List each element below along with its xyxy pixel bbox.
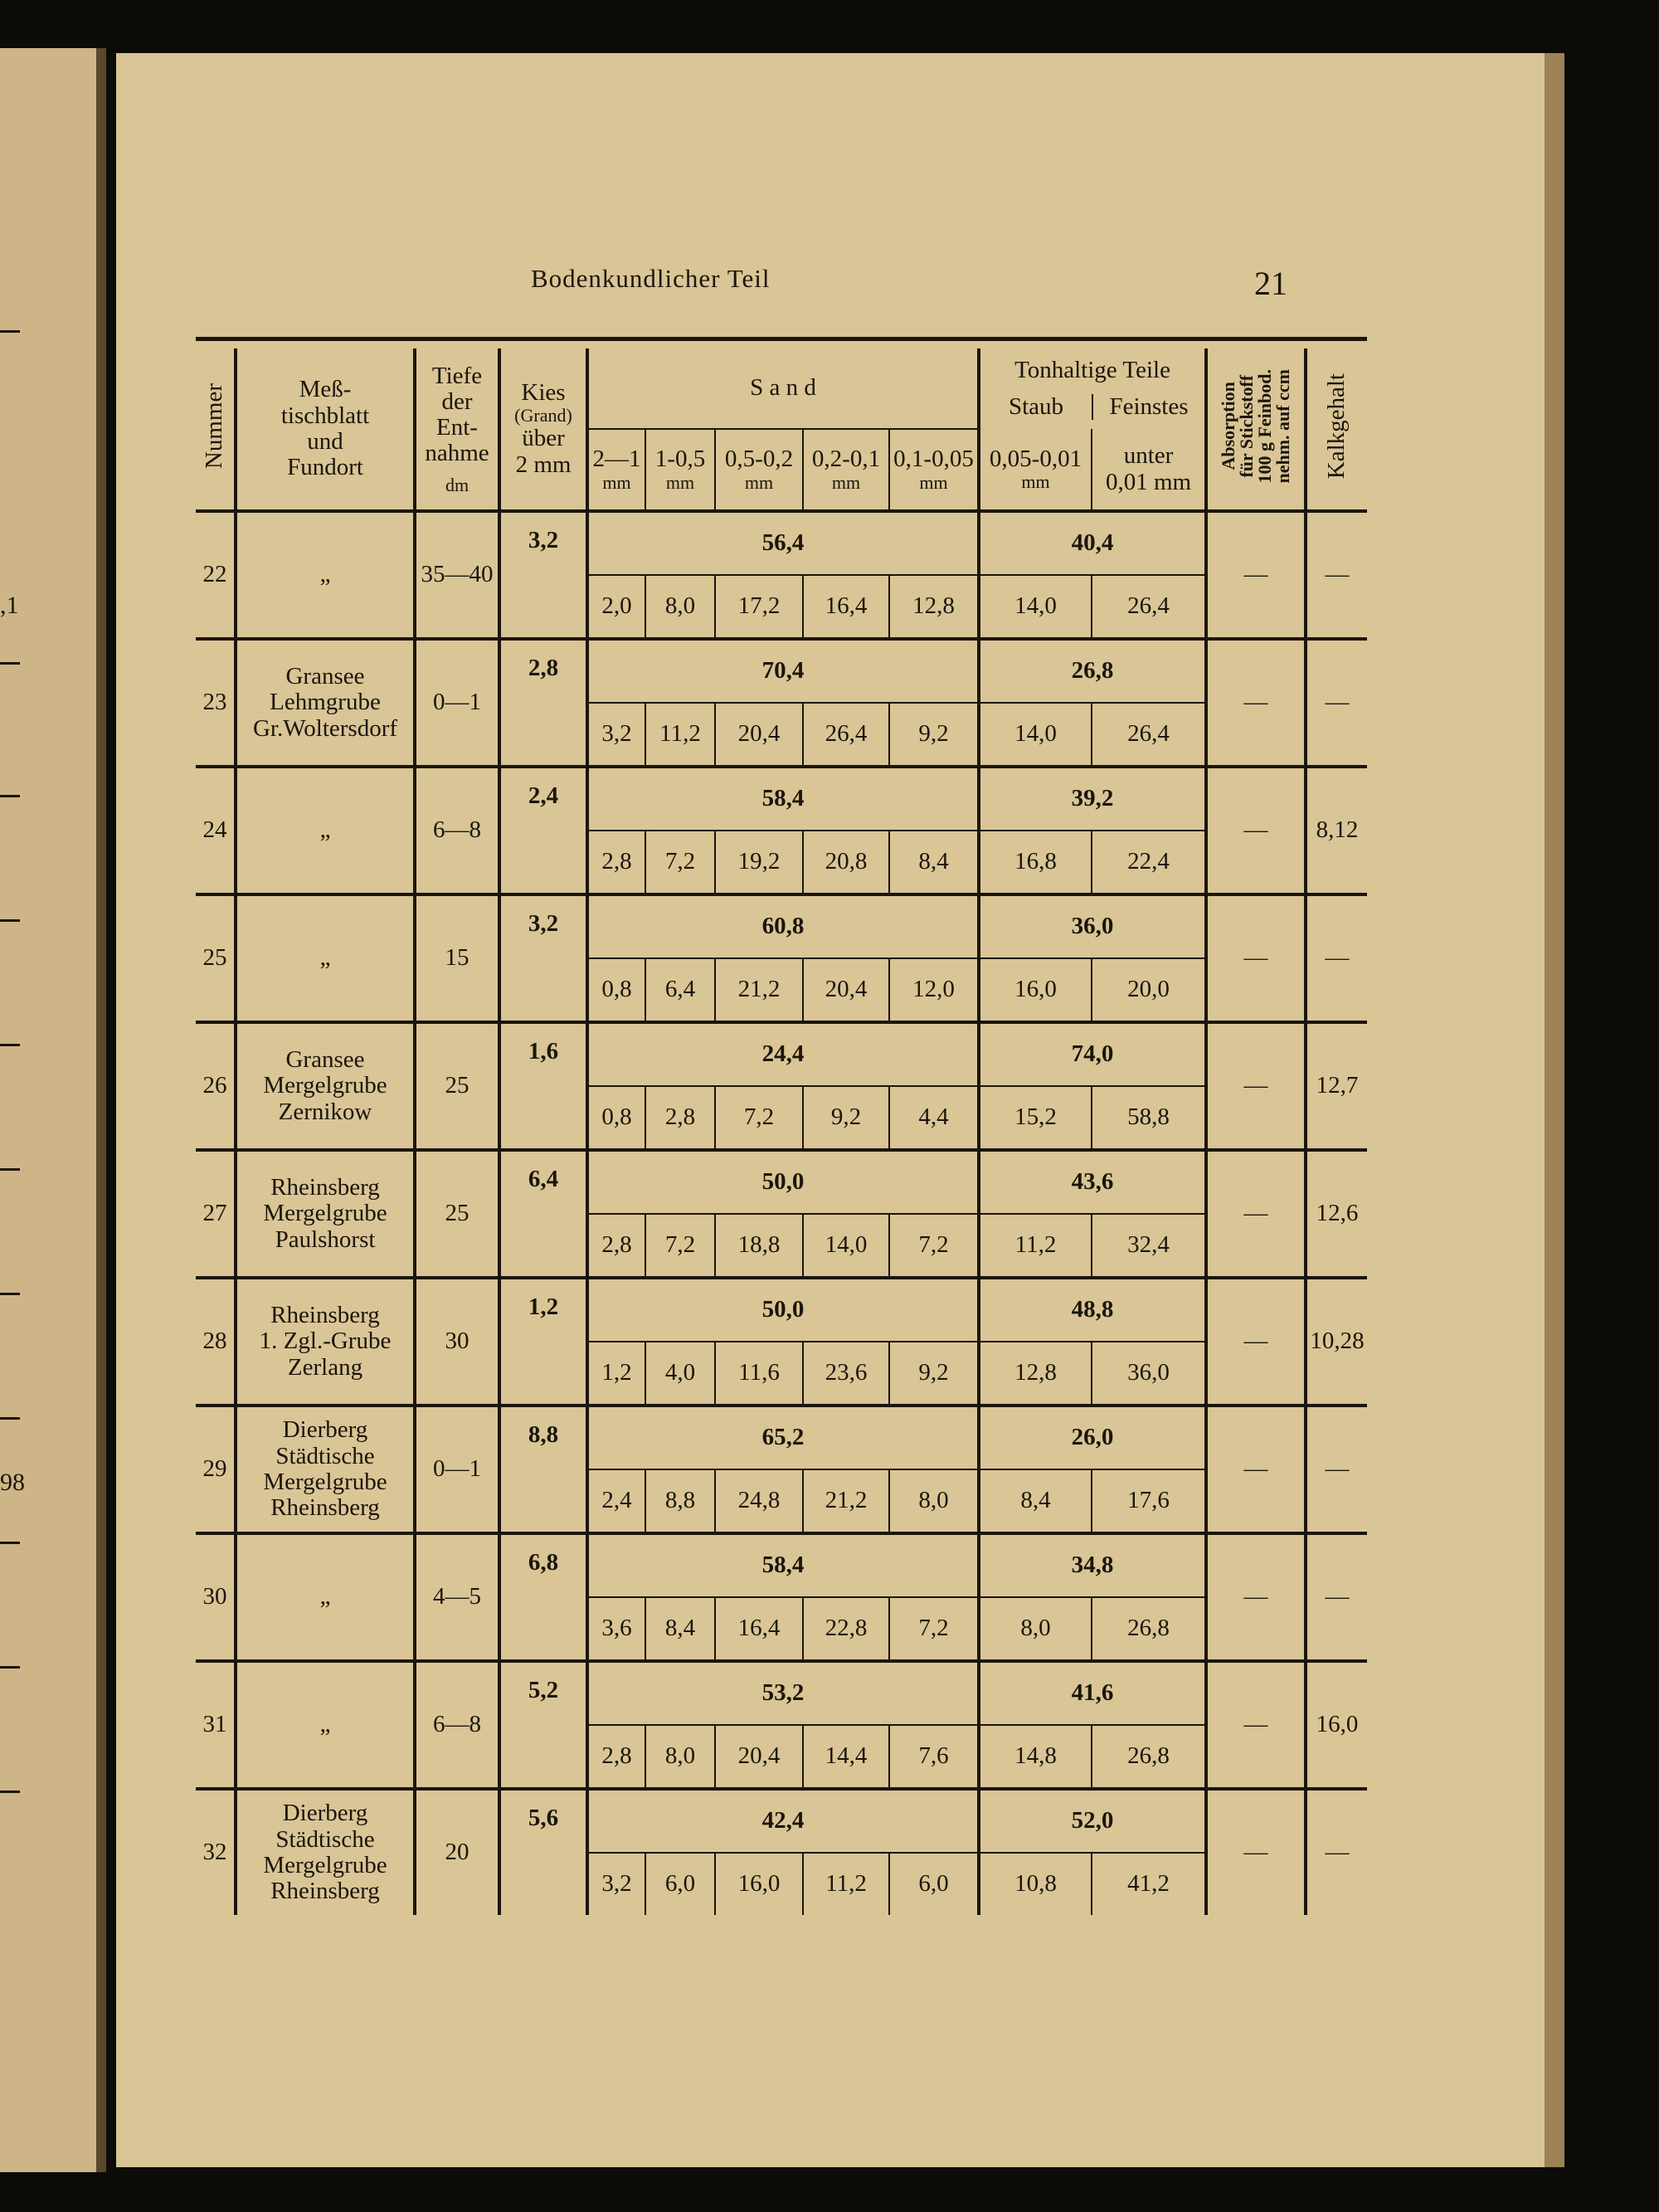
ton-total-value: 43,6	[979, 1150, 1206, 1214]
fundort-text: Gransee	[285, 663, 365, 690]
sand-total-value: 56,4	[587, 511, 979, 575]
col-ton-header	[979, 348, 1206, 429]
margin-mark	[0, 795, 20, 797]
facing-page-number: 98	[0, 1469, 25, 1496]
facing-page-margin	[0, 48, 106, 2172]
kies-line: über	[522, 425, 565, 452]
col-nummer-header	[196, 348, 236, 511]
kalk-value: —	[1306, 894, 1367, 1022]
sand-fraction-value: 12,8	[889, 575, 979, 639]
col-fundort-header	[236, 348, 415, 511]
tiefe-value: 25	[415, 1150, 499, 1278]
running-title: Bodenkundlicher Teil	[531, 264, 771, 293]
sand-fraction-value: 7,2	[715, 1086, 803, 1150]
fundort-text: Dierberg	[282, 1416, 368, 1444]
fundort-text: „	[319, 1583, 331, 1610]
table-row	[196, 894, 1367, 958]
sand-fraction-value: 16,4	[715, 1597, 803, 1661]
sand-total-value: 24,4	[587, 1022, 979, 1086]
ton-total-value: 34,8	[979, 1533, 1206, 1597]
sand-fraction-value: 6,0	[645, 1853, 715, 1915]
sand-label: S a n d	[750, 374, 816, 402]
margin-mark	[0, 1666, 20, 1669]
table-row	[196, 639, 1367, 703]
sand-fraction-value: 20,4	[803, 958, 889, 1022]
row-number: 32	[196, 1789, 236, 1915]
feinstes-value: 26,4	[1092, 703, 1206, 767]
kalk-label: Kalkgehalt	[1323, 373, 1350, 479]
table-row	[196, 1533, 1367, 1597]
ton-total-value: 40,4	[979, 511, 1206, 575]
sand-fraction-header: 1-0,5 mm	[645, 429, 715, 511]
sand-total-value: 42,4	[587, 1789, 979, 1853]
sand-fraction-value: 18,8	[715, 1214, 803, 1278]
sand-fraction-value: 14,4	[803, 1725, 889, 1789]
kies-line: 2 mm	[515, 451, 572, 478]
feinstes-range-header: unter 0,01 mm	[1092, 429, 1206, 511]
feinstes-value: 58,8	[1092, 1086, 1206, 1150]
sand-fraction-value: 8,4	[645, 1597, 715, 1661]
sand-fraction-value: 8,8	[645, 1469, 715, 1533]
kies-value: 6,4	[499, 1150, 587, 1278]
sand-fraction-value: 4,0	[645, 1342, 715, 1406]
ton-total-value: 52,0	[979, 1789, 1206, 1853]
absorption-value: —	[1206, 1533, 1306, 1661]
sand-fraction-value: 8,0	[889, 1469, 979, 1533]
table-row	[196, 1150, 1367, 1214]
tiefe-unit: dm	[445, 474, 469, 495]
absorption-value: —	[1206, 767, 1306, 894]
fundort-text: Lehmgrube	[270, 689, 381, 716]
staub-value: 8,4	[979, 1469, 1092, 1533]
tiefe-value: 35—40	[415, 511, 499, 639]
sand-fraction-value: 9,2	[803, 1086, 889, 1150]
margin-mark	[0, 1168, 20, 1171]
tiefe-value: 20	[415, 1789, 499, 1915]
sand-fraction-value: 3,6	[587, 1597, 645, 1661]
ton-total-value: 48,8	[979, 1278, 1206, 1342]
fundort-line: Fundort	[287, 454, 363, 481]
fundort-text: Städtische	[275, 1825, 375, 1853]
tiefe-value: 6—8	[415, 1661, 499, 1789]
table-row	[196, 1022, 1367, 1086]
sand-fraction-value: 20,4	[715, 703, 803, 767]
fundort-text: „	[319, 944, 331, 972]
kalk-value: 12,7	[1306, 1022, 1367, 1150]
sand-total-value: 53,2	[587, 1661, 979, 1725]
staub-value: 16,8	[979, 831, 1092, 894]
fundort-text: Mergelgrube	[263, 1072, 387, 1099]
sand-fraction-value: 2,8	[587, 1214, 645, 1278]
fundort-text: Rheinsberg	[270, 1302, 380, 1329]
col-sand-header	[587, 348, 979, 429]
sand-total-value: 60,8	[587, 894, 979, 958]
tiefe-value: 6—8	[415, 767, 499, 894]
margin-mark	[0, 1542, 20, 1544]
table-row	[196, 1406, 1367, 1469]
feinstes-value: 41,2	[1092, 1853, 1206, 1915]
fundort-cell	[236, 1150, 415, 1278]
margin-mark	[0, 662, 20, 665]
sand-total-value: 58,4	[587, 767, 979, 831]
table-row	[196, 767, 1367, 831]
kies-line: Kies	[521, 379, 566, 407]
kalk-value: 10,28	[1306, 1278, 1367, 1406]
col-kies-header	[499, 348, 587, 511]
page-number: 21	[1254, 265, 1287, 302]
row-number: 26	[196, 1022, 236, 1150]
fundort-text: Rheinsberg	[270, 1174, 380, 1201]
fundort-cell	[236, 1533, 415, 1661]
row-number: 24	[196, 767, 236, 894]
sand-fraction-value: 16,0	[715, 1853, 803, 1915]
row-number: 22	[196, 511, 236, 639]
absorption-label: Absorption für Stickstoff 100 g Feinbod. nehm. auf ccm	[1218, 368, 1294, 484]
kies-value: 3,2	[499, 894, 587, 1022]
ton-total-value: 26,0	[979, 1406, 1206, 1469]
ton-total-value: 36,0	[979, 894, 1206, 958]
margin-mark	[0, 919, 20, 922]
feinstes-value: 22,4	[1092, 831, 1206, 894]
tiefe-value: 0—1	[415, 1406, 499, 1533]
row-number: 28	[196, 1278, 236, 1406]
sand-fraction-value: 7,2	[889, 1214, 979, 1278]
sand-fraction-value: 11,2	[803, 1853, 889, 1915]
feinstes-value: 26,8	[1092, 1725, 1206, 1789]
fundort-cell	[236, 894, 415, 1022]
staub-value: 8,0	[979, 1597, 1092, 1661]
sand-fraction-value: 12,0	[889, 958, 979, 1022]
kalk-value: —	[1306, 1789, 1367, 1915]
tiefe-value: 4—5	[415, 1533, 499, 1661]
fundort-text: Gr.Woltersdorf	[252, 714, 398, 742]
table-body	[196, 511, 1367, 1915]
fundort-text: Zernikow	[278, 1098, 372, 1125]
top-rule	[196, 337, 1367, 341]
col-absorption-header	[1206, 348, 1306, 511]
table-row	[196, 1661, 1367, 1725]
sand-fraction-value: 26,4	[803, 703, 889, 767]
sand-fraction-value: 24,8	[715, 1469, 803, 1533]
table-header-row	[196, 348, 1367, 429]
staub-value: 16,0	[979, 958, 1092, 1022]
row-number: 31	[196, 1661, 236, 1789]
kies-value: 1,2	[499, 1278, 587, 1406]
fundort-text: 1. Zgl.-Grube	[259, 1328, 392, 1355]
absorption-value: —	[1206, 894, 1306, 1022]
sand-fraction-value: 21,2	[715, 958, 803, 1022]
margin-mark	[0, 1293, 20, 1295]
fundort-text: Mergelgrube	[263, 1469, 387, 1495]
feinstes-value: 32,4	[1092, 1214, 1206, 1278]
fundort-text: Mergelgrube	[263, 1200, 387, 1227]
staub-range-header: 0,05-0,01 mm	[979, 429, 1092, 511]
sand-fraction-value: 6,0	[889, 1853, 979, 1915]
fundort-cell	[236, 1278, 415, 1406]
kalk-value: 16,0	[1306, 1661, 1367, 1789]
fundort-cell	[236, 1661, 415, 1789]
sand-fraction-value: 17,2	[715, 575, 803, 639]
fundort-cell	[236, 511, 415, 639]
sand-fraction-value: 2,4	[587, 1469, 645, 1533]
fundort-cell	[236, 1022, 415, 1150]
sand-total-value: 50,0	[587, 1278, 979, 1342]
staub-value: 14,8	[979, 1725, 1092, 1789]
tiefe-line: Ent-	[436, 414, 478, 441]
fundort-text: Paulshorst	[275, 1225, 376, 1253]
sand-fraction-value: 16,4	[803, 575, 889, 639]
table-row	[196, 1278, 1367, 1342]
sand-fraction-value: 6,4	[645, 958, 715, 1022]
sand-fraction-value: 4,4	[889, 1086, 979, 1150]
ton-total-value: 74,0	[979, 1022, 1206, 1086]
kalk-value: 8,12	[1306, 767, 1367, 894]
tiefe-value: 15	[415, 894, 499, 1022]
row-number: 30	[196, 1533, 236, 1661]
fundort-text: „	[319, 561, 331, 588]
absorption-value: —	[1206, 1789, 1306, 1915]
fundort-text: Städtische	[275, 1442, 375, 1469]
fundort-text: Rheinsberg	[270, 1494, 380, 1522]
sand-fraction-value: 21,2	[803, 1469, 889, 1533]
staub-value: 14,0	[979, 575, 1092, 639]
kies-value: 3,2	[499, 511, 587, 639]
feinstes-value: 36,0	[1092, 1342, 1206, 1406]
kies-value: 2,8	[499, 639, 587, 767]
fundort-text: Zerlang	[287, 1353, 363, 1381]
sand-fraction-value: 2,8	[587, 1725, 645, 1789]
sand-fraction-value: 7,6	[889, 1725, 979, 1789]
sand-fraction-header: 0,1-0,05 mm	[889, 429, 979, 511]
fundort-line: und	[307, 428, 343, 455]
sand-fraction-value: 8,0	[645, 1725, 715, 1789]
sand-fraction-value: 7,2	[645, 831, 715, 894]
col-tiefe-header	[415, 348, 499, 511]
tiefe-value: 0—1	[415, 639, 499, 767]
absorption-value: —	[1206, 511, 1306, 639]
tiefe-line: nahme	[425, 440, 489, 467]
nummer-label: Nummer	[201, 382, 228, 469]
fundort-line: Meß-	[299, 376, 352, 403]
margin-mark	[0, 1044, 20, 1046]
absorption-value: —	[1206, 1406, 1306, 1533]
fundort-cell	[236, 1789, 415, 1915]
sand-fraction-value: 0,8	[587, 1086, 645, 1150]
staub-value: 12,8	[979, 1342, 1092, 1406]
book-gutter	[96, 48, 106, 2172]
sand-fraction-value: 20,4	[715, 1725, 803, 1789]
sand-total-value: 50,0	[587, 1150, 979, 1214]
sand-fraction-value: 0,8	[587, 958, 645, 1022]
ton-total-value: 41,6	[979, 1661, 1206, 1725]
feinstes-value: 17,6	[1092, 1469, 1206, 1533]
fundort-line: tischblatt	[280, 402, 370, 429]
sand-fraction-value: 8,4	[889, 831, 979, 894]
sand-fraction-value: 20,8	[803, 831, 889, 894]
sand-total-value: 70,4	[587, 639, 979, 703]
table-row	[196, 1789, 1367, 1853]
margin-mark	[0, 1791, 20, 1793]
sand-fraction-value: 11,6	[715, 1342, 803, 1406]
sand-fraction-value: 19,2	[715, 831, 803, 894]
sand-fraction-value: 14,0	[803, 1214, 889, 1278]
absorption-value: —	[1206, 1150, 1306, 1278]
ton-total-value: 39,2	[979, 767, 1206, 831]
sand-fraction-value: 9,2	[889, 1342, 979, 1406]
fundort-text: Mergelgrube	[263, 1852, 387, 1878]
sand-fraction-value: 2,8	[645, 1086, 715, 1150]
facing-page-number: ,1	[0, 592, 19, 619]
sand-fraction-value: 7,2	[645, 1214, 715, 1278]
tiefe-value: 25	[415, 1022, 499, 1150]
sand-fraction-value: 23,6	[803, 1342, 889, 1406]
staub-value: 10,8	[979, 1853, 1092, 1915]
kies-value: 8,8	[499, 1406, 587, 1533]
staub-value: 11,2	[979, 1214, 1092, 1278]
row-number: 29	[196, 1406, 236, 1533]
sand-fraction-value: 7,2	[889, 1597, 979, 1661]
col-kalk-header	[1306, 348, 1367, 511]
sand-fraction-header: 0,2-0,1 mm	[803, 429, 889, 511]
sand-fraction-value: 11,2	[645, 703, 715, 767]
page-edge	[1545, 53, 1564, 2167]
row-number: 25	[196, 894, 236, 1022]
kalk-value: —	[1306, 511, 1367, 639]
fundort-text: „	[319, 1711, 331, 1738]
sand-fraction-value: 22,8	[803, 1597, 889, 1661]
sand-fraction-header: 2—1 mm	[587, 429, 645, 511]
tiefe-value: 30	[415, 1278, 499, 1406]
absorption-value: —	[1206, 1661, 1306, 1789]
absorption-value: —	[1206, 639, 1306, 767]
kies-value: 1,6	[499, 1022, 587, 1150]
fundort-text: Dierberg	[282, 1800, 368, 1827]
fundort-text: „	[319, 816, 331, 844]
staub-label: Staub	[1008, 392, 1064, 420]
tiefe-line: der	[441, 387, 473, 415]
staub-value: 14,0	[979, 703, 1092, 767]
fundort-cell	[236, 1406, 415, 1533]
ton-label: Tonhaltige Teile	[1014, 357, 1170, 384]
sand-fraction-value: 2,0	[587, 575, 645, 639]
sand-fraction-value: 2,8	[587, 831, 645, 894]
fundort-cell	[236, 639, 415, 767]
kalk-value: —	[1306, 1533, 1367, 1661]
margin-mark	[0, 1417, 20, 1420]
sand-fraction-header: 0,5-0,2 mm	[715, 429, 803, 511]
table-row	[196, 511, 1367, 575]
margin-mark	[0, 330, 20, 333]
row-number: 23	[196, 639, 236, 767]
ton-total-value: 26,8	[979, 639, 1206, 703]
kalk-value: 12,6	[1306, 1150, 1367, 1278]
feinstes-value: 26,8	[1092, 1597, 1206, 1661]
feinstes-value: 20,0	[1092, 958, 1206, 1022]
kalk-value: —	[1306, 1406, 1367, 1533]
kies-value: 5,6	[499, 1789, 587, 1915]
fundort-text: Gransee	[285, 1046, 365, 1074]
absorption-value: —	[1206, 1278, 1306, 1406]
sand-total-value: 65,2	[587, 1406, 979, 1469]
kalk-value: —	[1306, 639, 1367, 767]
absorption-value: —	[1206, 1022, 1306, 1150]
feinstes-value: 26,4	[1092, 575, 1206, 639]
soil-analysis-table	[196, 348, 1367, 1915]
row-number: 27	[196, 1150, 236, 1278]
kies-value: 2,4	[499, 767, 587, 894]
fundort-cell	[236, 767, 415, 894]
sand-fraction-value: 8,0	[645, 575, 715, 639]
feinstes-label: Feinstes	[1092, 394, 1204, 420]
fundort-text: Rheinsberg	[270, 1878, 380, 1905]
kies-line: (Grand)	[514, 405, 572, 426]
sand-fraction-value: 3,2	[587, 1853, 645, 1915]
kies-value: 5,2	[499, 1661, 587, 1789]
sand-fraction-value: 3,2	[587, 703, 645, 767]
sand-fraction-value: 1,2	[587, 1342, 645, 1406]
kies-value: 6,8	[499, 1533, 587, 1661]
sand-total-value: 58,4	[587, 1533, 979, 1597]
tiefe-line: Tiefe	[431, 362, 483, 389]
sand-fraction-value: 9,2	[889, 703, 979, 767]
staub-value: 15,2	[979, 1086, 1092, 1150]
